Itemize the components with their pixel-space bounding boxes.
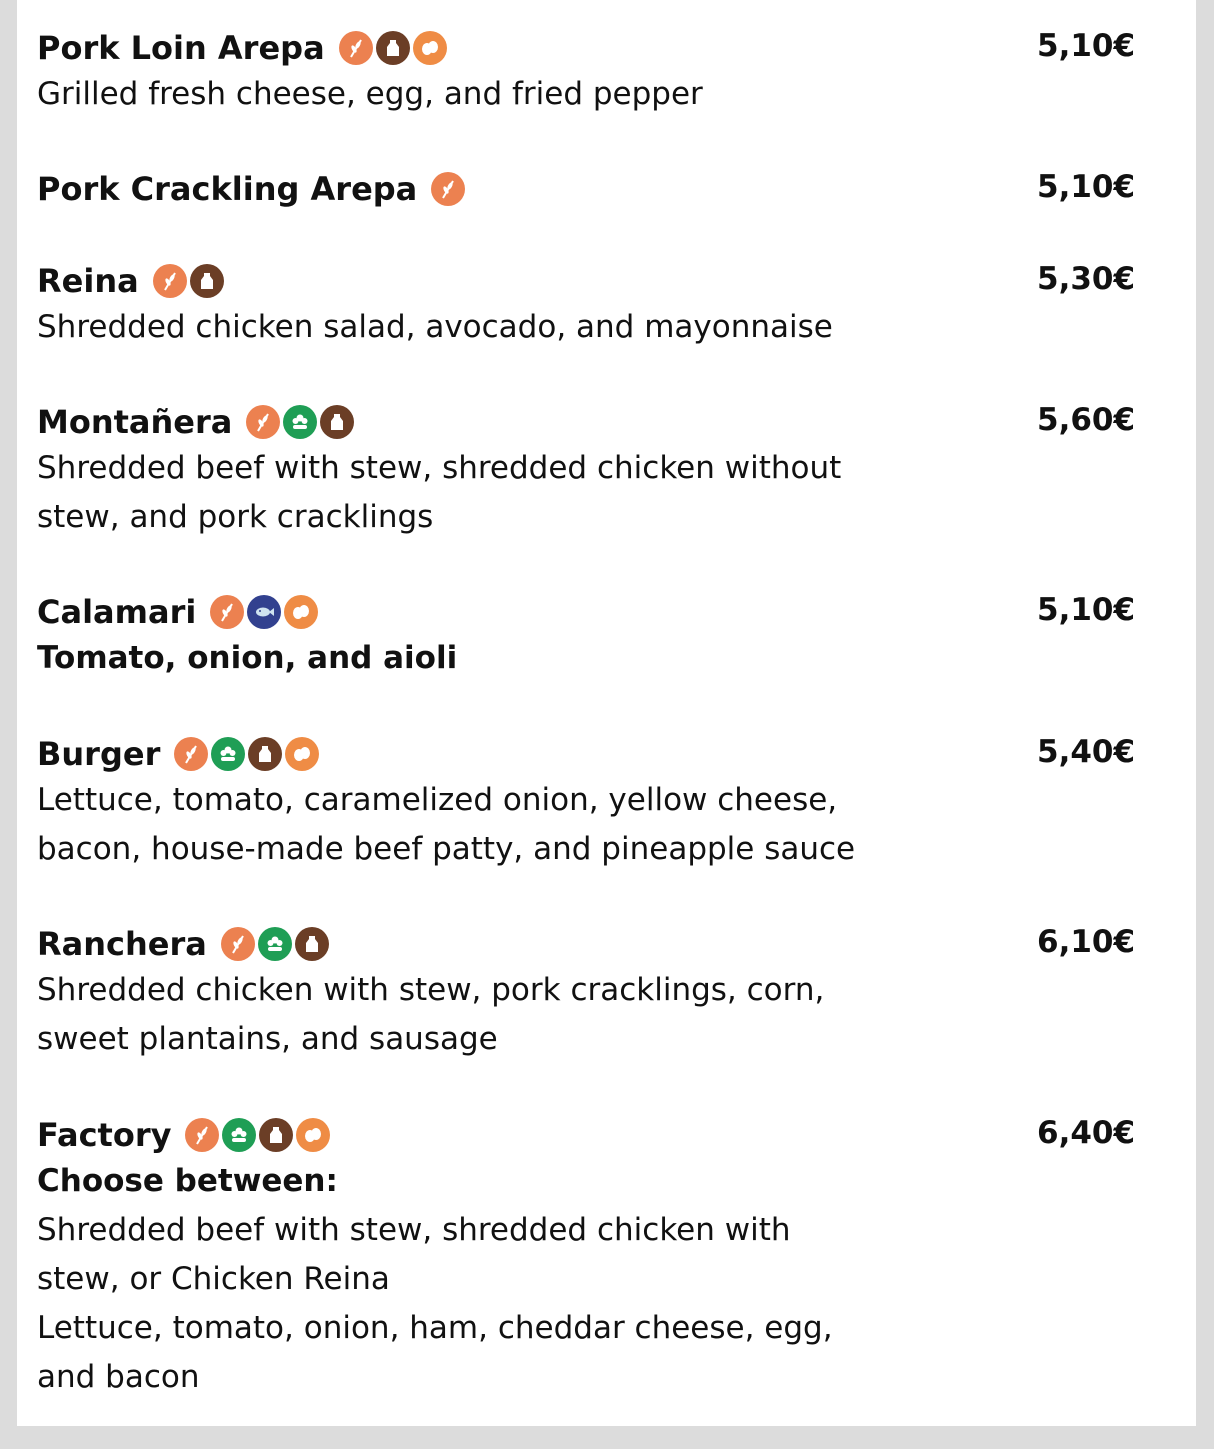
gluten-icon bbox=[153, 264, 187, 298]
fish-icon bbox=[247, 595, 281, 629]
item-name: Pork Crackling Arepa bbox=[37, 170, 418, 208]
item-name: Factory bbox=[37, 1116, 172, 1154]
celery-icon bbox=[222, 1118, 256, 1152]
allergen-icons bbox=[339, 31, 447, 65]
item-price: 6,40€ bbox=[1037, 1115, 1136, 1151]
egg-icon bbox=[285, 737, 319, 771]
item-description: Grilled fresh cheese, egg, and fried pepper bbox=[37, 76, 703, 112]
item-name: Burger bbox=[37, 735, 161, 773]
item-price: 5,60€ bbox=[1037, 402, 1136, 438]
item-name: Pork Loin Arepa bbox=[37, 29, 325, 67]
item-price: 5,10€ bbox=[1037, 169, 1136, 205]
gluten-icon bbox=[221, 927, 255, 961]
item-description: Tomato, onion, and aioli bbox=[37, 640, 458, 676]
menu-item bbox=[37, 400, 1177, 542]
milk-icon bbox=[376, 31, 410, 65]
celery-icon bbox=[283, 405, 317, 439]
allergen-icons bbox=[221, 927, 329, 961]
egg-icon bbox=[413, 31, 447, 65]
item-price: 5,10€ bbox=[1037, 28, 1136, 64]
item-description: stew, and pork cracklings bbox=[37, 499, 434, 535]
egg-icon bbox=[284, 595, 318, 629]
milk-icon bbox=[320, 405, 354, 439]
gluten-icon bbox=[185, 1118, 219, 1152]
gluten-icon bbox=[210, 595, 244, 629]
item-description: stew, or Chicken Reina bbox=[37, 1261, 390, 1297]
allergen-icons bbox=[431, 172, 465, 206]
celery-icon bbox=[211, 737, 245, 771]
item-description: bacon, house-made beef patty, and pineapple sauce bbox=[37, 831, 856, 867]
item-description: and bacon bbox=[37, 1359, 200, 1395]
menu-item bbox=[37, 1113, 1177, 1402]
item-name: Ranchera bbox=[37, 925, 207, 963]
item-price: 6,10€ bbox=[1037, 924, 1136, 960]
egg-icon bbox=[296, 1118, 330, 1152]
item-price: 5,30€ bbox=[1037, 261, 1136, 297]
item-description: Shredded chicken salad, avocado, and mayonnaise bbox=[37, 309, 833, 345]
allergen-icons bbox=[210, 595, 318, 629]
allergen-icons bbox=[153, 264, 224, 298]
menu-item bbox=[37, 922, 1177, 1064]
item-name: Calamari bbox=[37, 593, 197, 631]
item-name: Montañera bbox=[37, 403, 233, 441]
milk-icon bbox=[190, 264, 224, 298]
menu-card bbox=[17, 0, 1196, 1426]
celery-icon bbox=[258, 927, 292, 961]
allergen-icons bbox=[246, 405, 354, 439]
item-description: sweet plantains, and sausage bbox=[37, 1021, 498, 1057]
allergen-icons bbox=[174, 737, 319, 771]
menu-item bbox=[37, 732, 1177, 874]
gluten-icon bbox=[246, 405, 280, 439]
milk-icon bbox=[259, 1118, 293, 1152]
menu-item bbox=[37, 167, 1177, 211]
item-description: Lettuce, tomato, caramelized onion, yellow cheese, bbox=[37, 782, 838, 818]
allergen-icons bbox=[185, 1118, 330, 1152]
item-price: 5,40€ bbox=[1037, 734, 1136, 770]
gluten-icon bbox=[431, 172, 465, 206]
menu-item bbox=[37, 590, 1177, 683]
item-name: Reina bbox=[37, 262, 139, 300]
item-description: Shredded chicken with stew, pork cracklings, corn, bbox=[37, 972, 825, 1008]
gluten-icon bbox=[339, 31, 373, 65]
menu-item bbox=[37, 259, 1177, 352]
item-description: Lettuce, tomato, onion, ham, cheddar cheese, egg, bbox=[37, 1310, 833, 1346]
menu-item bbox=[37, 26, 1177, 119]
item-description: Shredded beef with stew, shredded chicken with bbox=[37, 1212, 791, 1248]
milk-icon bbox=[295, 927, 329, 961]
item-description: Shredded beef with stew, shredded chicken without bbox=[37, 450, 842, 486]
gluten-icon bbox=[174, 737, 208, 771]
milk-icon bbox=[248, 737, 282, 771]
item-price: 5,10€ bbox=[1037, 592, 1136, 628]
choose-label: Choose between: bbox=[37, 1163, 338, 1199]
